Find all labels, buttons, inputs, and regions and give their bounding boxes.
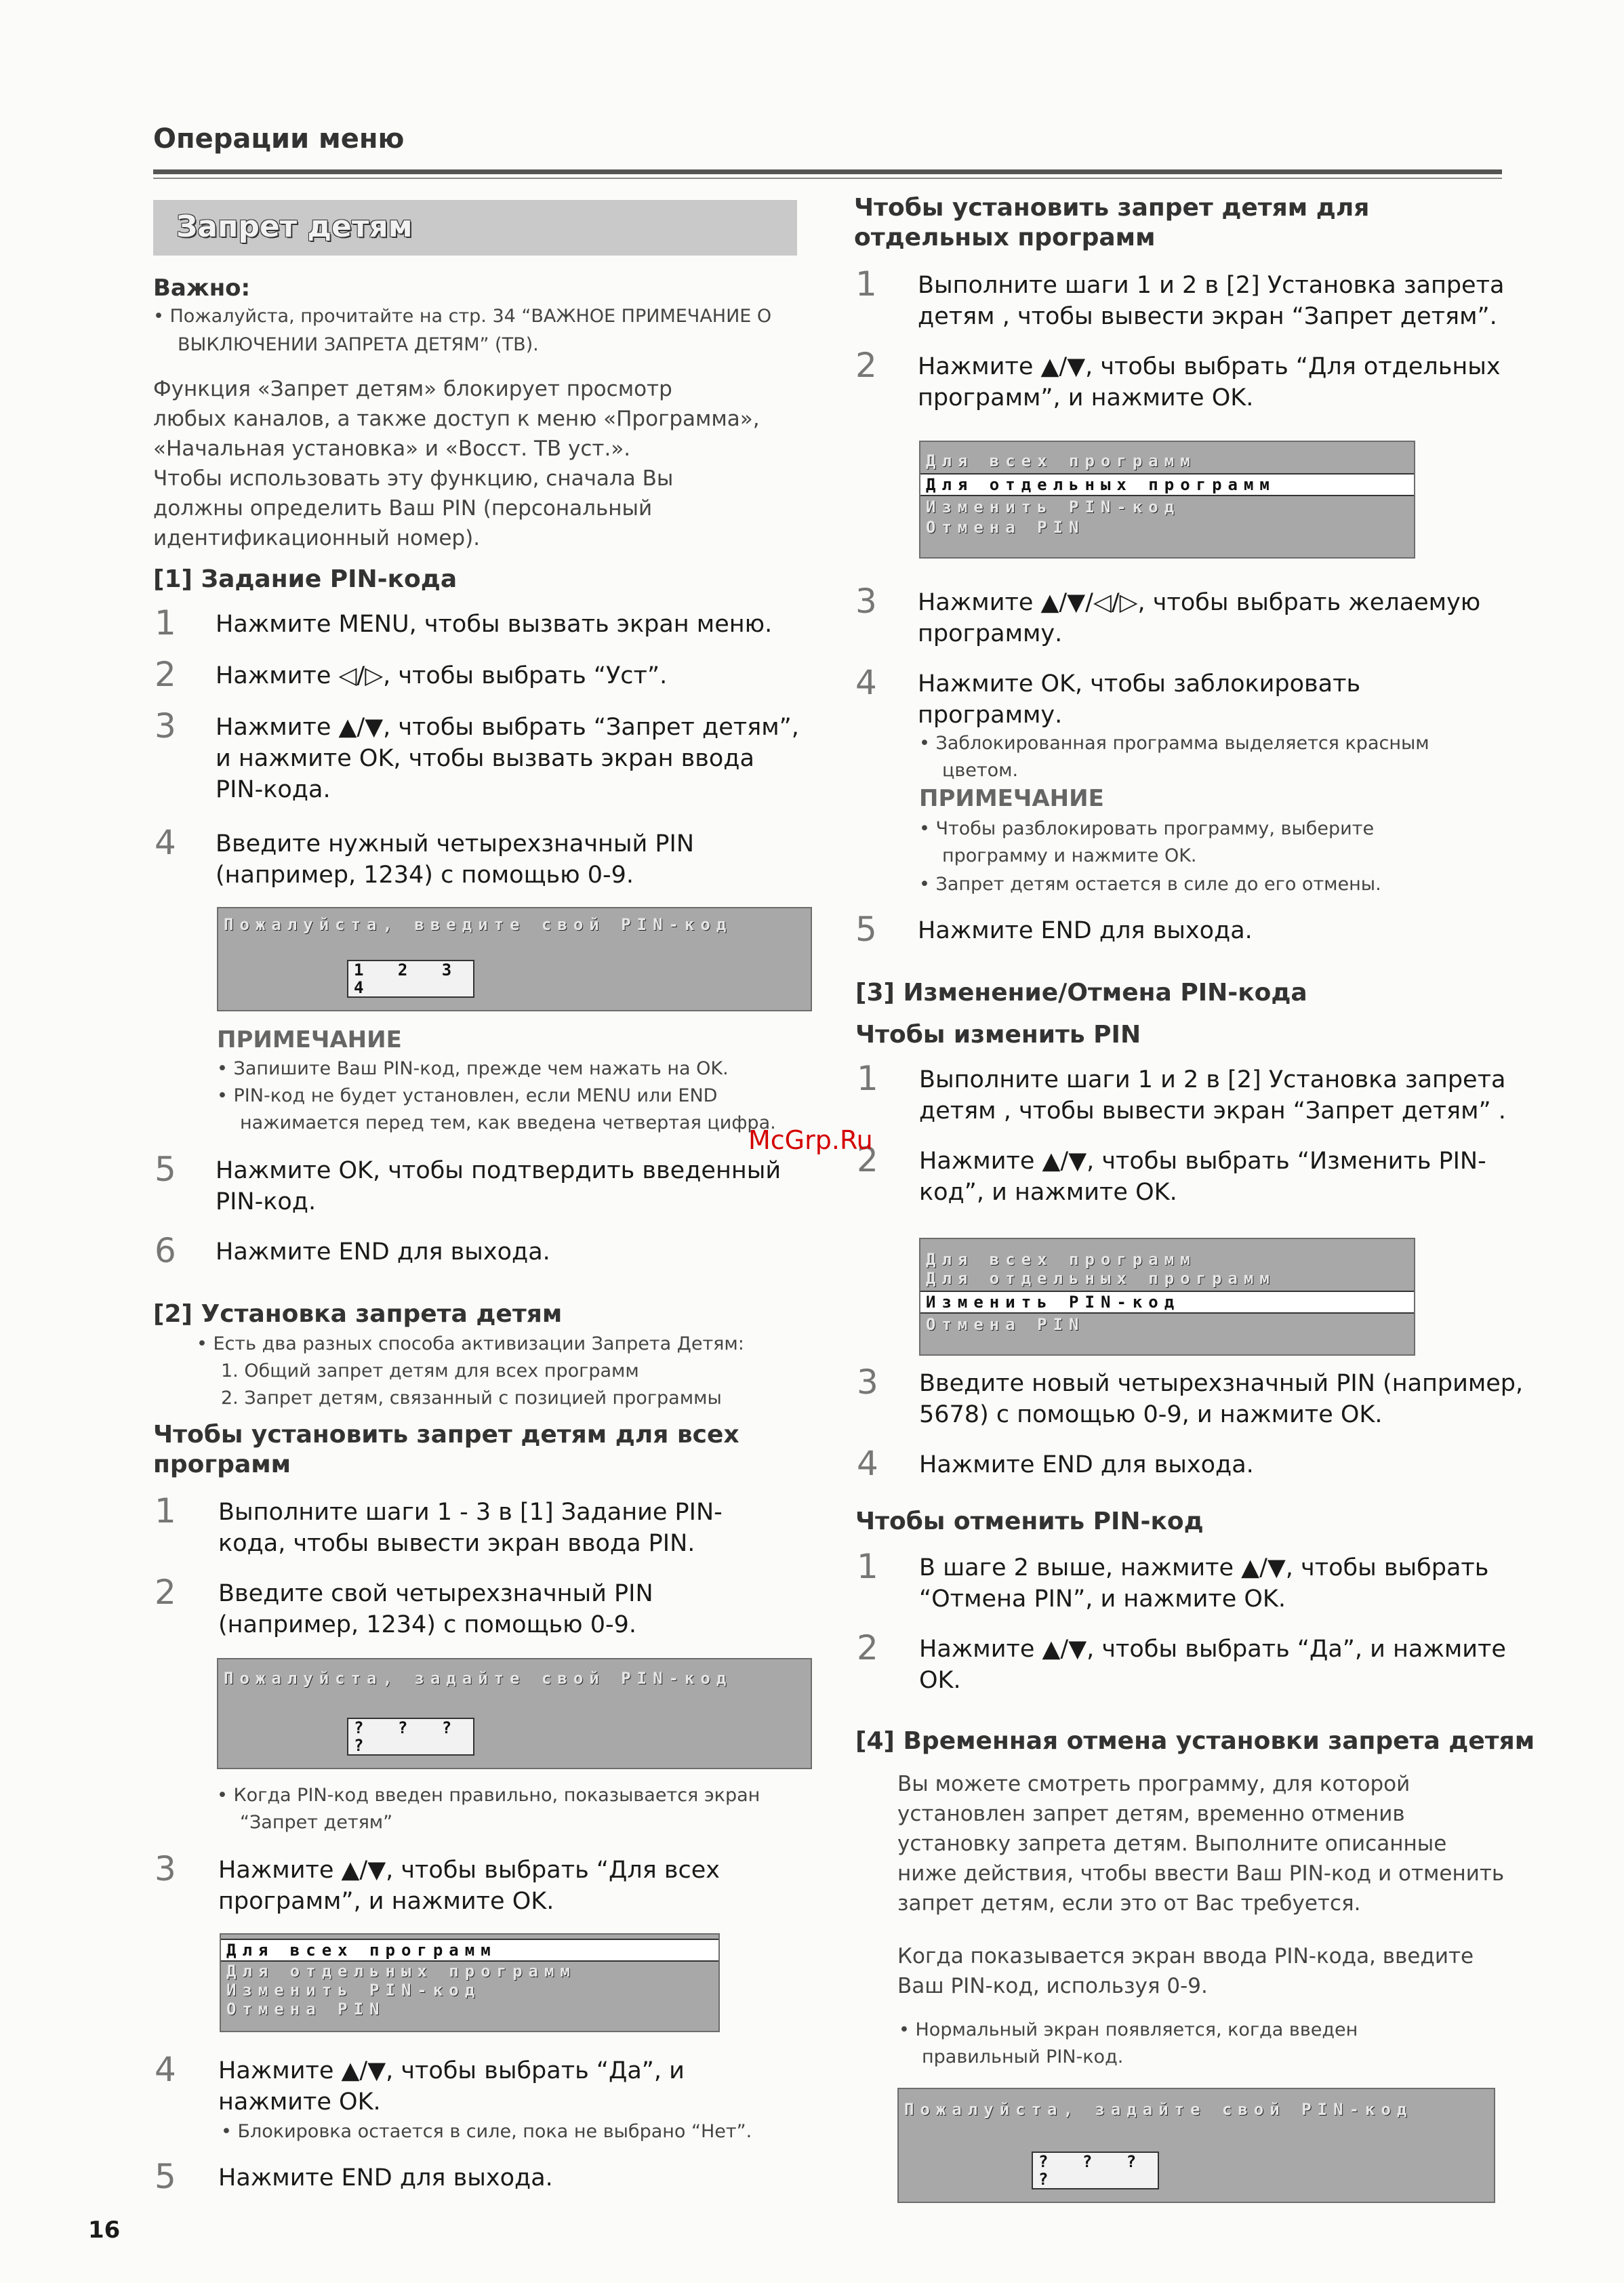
s1-step-text: Нажмите OK, чтобы подтвердить введенный xyxy=(216,1157,781,1184)
s1-step-num: 3 xyxy=(155,706,176,746)
s1-step-text: Нажмите MENU, чтобы вызвать экран меню. xyxy=(216,611,773,638)
s3-step-num: 1 xyxy=(857,1547,878,1586)
menu-item[interactable]: Для отдельных программ xyxy=(926,1269,1276,1288)
s2b-note-line: • Запрет детям остается в силе до его отмены. xyxy=(919,874,1381,895)
s1-title: [1] Задание PIN-кода xyxy=(153,565,458,593)
s2b-title: Чтобы установить запрет детям для xyxy=(854,194,1370,222)
menu-item-selected[interactable]: Для отдельных программ xyxy=(920,473,1414,496)
s2-title: [2] Установка запрета детям xyxy=(153,1300,563,1328)
pin-unlock-screen xyxy=(897,2088,1495,2203)
s1-note-title: ПРИМЕЧАНИЕ xyxy=(217,1026,402,1053)
intro-line: должны определить Ваш PIN (персональный xyxy=(153,496,653,521)
s2b-step-text: Выполните шаги 1 и 2 в [2] Установка запрета xyxy=(918,272,1505,299)
s4-paragraph-line: ниже действия, чтобы ввести Ваш PIN-код и отменить xyxy=(897,1861,1505,1886)
s2b-step-num: 5 xyxy=(855,910,877,949)
s2b-bullet: • Заблокированная программа выделяется красным xyxy=(919,733,1429,754)
important-text-2: ВЫКЛЮЧЕНИИ ЗАПРЕТА ДЕТЯМ” (ТВ). xyxy=(178,334,539,355)
s2b-step-text: программу. xyxy=(918,702,1063,729)
menu-item[interactable]: Отмена PIN xyxy=(226,2000,386,2019)
s2b-step-num: 3 xyxy=(855,582,877,621)
s2-step-num: 2 xyxy=(155,1573,176,1612)
s1-step-text: PIN-кода. xyxy=(216,776,331,803)
s2-step-text: программ”, и нажмите OK. xyxy=(218,1888,554,1915)
s3-step-num: 2 xyxy=(857,1628,878,1668)
s3-step-text: “Отмена PIN”, и нажмите OK. xyxy=(919,1585,1286,1613)
s4-paragraph-line: Ваш PIN-код, используя 0-9. xyxy=(897,1974,1208,1998)
childlock-menu-screen-3 xyxy=(919,1238,1415,1356)
menu-item[interactable]: Отмена PIN xyxy=(926,1315,1085,1334)
s3-title: [3] Изменение/Отмена PIN-кода xyxy=(855,979,1307,1007)
s2-bullet: • Есть два разных способа активизации Запрета Детям: xyxy=(197,1333,744,1354)
pin-set-screen xyxy=(217,1658,812,1769)
intro-line: Функция «Запрет детям» блокирует просмотр xyxy=(153,377,672,401)
s2-bullet: 2. Запрет детям, связанный с позицией программы xyxy=(221,1388,722,1409)
s2-step-num: 4 xyxy=(155,2050,176,2089)
pin-entry-screen xyxy=(217,907,812,1011)
important-label: Важно: xyxy=(153,275,251,302)
s2b-step-text: Нажмите ▲/▼/◁/▷, чтобы выбрать желаемую xyxy=(918,589,1481,616)
intro-line: Чтобы использовать эту функцию, сначала Вы xyxy=(153,466,674,491)
s3-step-num: 3 xyxy=(857,1362,878,1402)
pin-display: 1 2 3 4 xyxy=(347,960,474,998)
s1-step-text: Нажмите END для выхода. xyxy=(216,1238,550,1266)
s2b-step-text: Нажмите END для выхода. xyxy=(918,917,1253,944)
s1-step-text: и нажмите OK, чтобы вызвать экран ввода xyxy=(216,745,754,772)
s2b-step-text: программ”, и нажмите OK. xyxy=(918,384,1254,411)
s2-step-text: Введите свой четырехзначный PIN xyxy=(218,1580,653,1607)
screen-prompt: Пожалуйста, задайте свой PIN-код xyxy=(904,2100,1413,2119)
s2b-note-line: • Чтобы разблокировать программу, выберите xyxy=(919,818,1375,839)
s2-step-text: Нажмите ▲/▼, чтобы выбрать “Да”, и xyxy=(218,2057,685,2084)
menu-item[interactable]: Отмена PIN xyxy=(926,518,1085,537)
s2-subtitle: программ xyxy=(153,1451,291,1478)
s1-step-num: 6 xyxy=(155,1231,176,1270)
s3-step-text: Нажмите END для выхода. xyxy=(919,1451,1254,1478)
s3-step-text: детям , чтобы вывести экран “Запрет детям” . xyxy=(919,1097,1506,1125)
s3-step-text: Нажмите ▲/▼, чтобы выбрать “Да”, и нажмите xyxy=(919,1636,1506,1663)
s1-step-num: 4 xyxy=(155,823,176,862)
s2b-step-num: 2 xyxy=(855,346,877,385)
s2b-step-num: 4 xyxy=(855,663,877,702)
s3-step-text: В шаге 2 выше, нажмите ▲/▼, чтобы выбрать xyxy=(919,1554,1489,1581)
s3-step-text: OK. xyxy=(919,1667,961,1694)
s2b-step-num: 1 xyxy=(855,264,877,304)
s1-note-line: нажимается перед тем, как введена четвертая цифра. xyxy=(240,1112,776,1133)
s4-bullet: правильный PIN-код. xyxy=(922,2046,1124,2067)
screen-prompt: Пожалуйста, введите свой PIN-код xyxy=(224,915,733,934)
menu-item[interactable]: Для отдельных программ xyxy=(226,1962,576,1981)
s3-subtitle: Чтобы отменить PIN-код xyxy=(855,1508,1204,1535)
s3-step-text: 5678) с помощью 0-9, и нажмите OK. xyxy=(919,1401,1383,1428)
s1-note-line: • PIN-код не будет установлен, если MENU или END xyxy=(217,1085,718,1106)
menu-item[interactable]: Для всех программ xyxy=(926,1250,1196,1269)
page-header: Операции меню xyxy=(153,123,405,155)
s1-step-num: 2 xyxy=(155,655,176,694)
s2b-title: отдельных программ xyxy=(854,224,1156,251)
s1-step-num: 1 xyxy=(155,603,176,643)
important-text-1: • Пожалуйста, прочитайте на стр. 34 “ВАЖНОЕ ПРИМЕЧАНИЕ О xyxy=(153,306,772,327)
s2-subtitle: Чтобы установить запрет детям для всех xyxy=(153,1421,739,1449)
s3-step-text: Введите новый четырехзначный PIN (например, xyxy=(919,1370,1524,1397)
s4-paragraph-line: установку запрета детям. Выполните описанные xyxy=(897,1832,1447,1856)
s1-step-text: (например, 1234) с помощью 0-9. xyxy=(216,862,634,889)
s2b-step-text: программу. xyxy=(918,620,1063,647)
s2b-step-text: Нажмите OK, чтобы заблокировать xyxy=(918,670,1361,698)
s2b-bullet: цветом. xyxy=(942,760,1019,781)
s1-step-text: PIN-код. xyxy=(216,1188,317,1215)
s1-step-num: 5 xyxy=(155,1150,176,1189)
s4-paragraph-line: установлен запрет детям, временно отменив xyxy=(897,1802,1405,1826)
s4-bullet: • Нормальный экран появляется, когда введен xyxy=(899,2019,1358,2040)
s1-step-text: Нажмите ◁/▷, чтобы выбрать “Уст”. xyxy=(216,662,668,689)
s4-paragraph-line: Когда показывается экран ввода PIN-кода, введите xyxy=(897,1944,1474,1968)
s2-step-text: Выполните шаги 1 - 3 в [1] Задание PIN- xyxy=(218,1499,723,1526)
menu-item-selected[interactable]: Изменить PIN-код xyxy=(920,1291,1414,1314)
s2-bullet: • Когда PIN-код введен правильно, показывается экран xyxy=(217,1785,760,1806)
header-rule-thin xyxy=(153,178,1502,179)
s2-step-text: кода, чтобы вывести экран ввода PIN. xyxy=(218,1530,695,1557)
s4-paragraph-line: Вы можете смотреть программу, для которой xyxy=(897,1772,1410,1796)
pin-display: ? ? ? ? xyxy=(347,1718,474,1756)
section-title-box xyxy=(153,200,797,256)
s2b-step-text: детям , чтобы вывести экран “Запрет детям”. xyxy=(918,303,1497,330)
s3-step-num: 2 xyxy=(857,1140,878,1179)
intro-line: идентификационный номер). xyxy=(153,526,481,550)
s2-step-text: нажмите OK. xyxy=(218,2088,381,2116)
section-title: Запрет детям xyxy=(176,209,413,244)
pin-display: ? ? ? ? xyxy=(1032,2151,1159,2189)
s2-step-num: 1 xyxy=(155,1491,176,1531)
s1-step-text: Нажмите ▲/▼, чтобы выбрать “Запрет детям”, xyxy=(216,714,799,741)
childlock-menu-screen-2 xyxy=(919,441,1415,559)
page-number: 16 xyxy=(88,2217,121,2244)
screen-prompt: Пожалуйста, задайте свой PIN-код xyxy=(224,1669,733,1688)
s1-note-line: • Запишите Ваш PIN-код, прежде чем нажать на OK. xyxy=(217,1058,729,1079)
s4-title: [4] Временная отмена установки запрета детям xyxy=(855,1727,1535,1755)
menu-item[interactable]: Для всех программ xyxy=(926,451,1196,470)
s2-step-num: 5 xyxy=(155,2157,176,2196)
s3-step-text: Выполните шаги 1 и 2 в [2] Установка запрета xyxy=(919,1066,1506,1093)
s2-bullet: 1. Общий запрет детям для всех программ xyxy=(221,1360,639,1381)
watermark: McGrp.Ru xyxy=(748,1125,873,1155)
s3-step-num: 1 xyxy=(857,1059,878,1098)
s2b-step-text: Нажмите ▲/▼, чтобы выбрать “Для отдельных xyxy=(918,353,1501,380)
childlock-menu-screen xyxy=(220,1933,720,2032)
s2-step-num: 3 xyxy=(155,1849,176,1888)
intro-line: «Начальная установка» и «Восст. ТВ уст.». xyxy=(153,437,631,461)
menu-item[interactable]: Изменить PIN-код xyxy=(226,1981,481,2000)
s2-bullet: • Блокировка остается в силе, пока не выбрано “Нет”. xyxy=(221,2121,752,2142)
intro-line: любых каналов, а также доступ к меню «Программа», xyxy=(153,407,760,431)
s3-subtitle: Чтобы изменить PIN xyxy=(855,1021,1141,1049)
s2-step-text: Нажмите END для выхода. xyxy=(218,2164,553,2191)
s2b-note-title: ПРИМЕЧАНИЕ xyxy=(919,785,1104,812)
s2-bullet: “Запрет детям” xyxy=(240,1812,393,1833)
s3-step-num: 4 xyxy=(857,1444,878,1483)
s3-step-text: Нажмите ▲/▼, чтобы выбрать “Изменить PIN- xyxy=(919,1148,1486,1175)
s1-step-text: Введите нужный четырехзначный PIN xyxy=(216,830,694,857)
s2b-note-line: программу и нажмите OK. xyxy=(942,845,1197,866)
menu-item-selected[interactable]: Для всех программ xyxy=(221,1939,718,1962)
menu-item[interactable]: Изменить PIN-код xyxy=(926,498,1181,517)
header-rule xyxy=(153,169,1502,174)
s4-paragraph-line: запрет детям, если это от Вас требуется. xyxy=(897,1891,1361,1916)
s2-step-text: (например, 1234) с помощью 0-9. xyxy=(218,1611,637,1638)
s3-step-text: код”, и нажмите OK. xyxy=(919,1179,1177,1206)
s2-step-text: Нажмите ▲/▼, чтобы выбрать “Для всех xyxy=(218,1857,720,1884)
